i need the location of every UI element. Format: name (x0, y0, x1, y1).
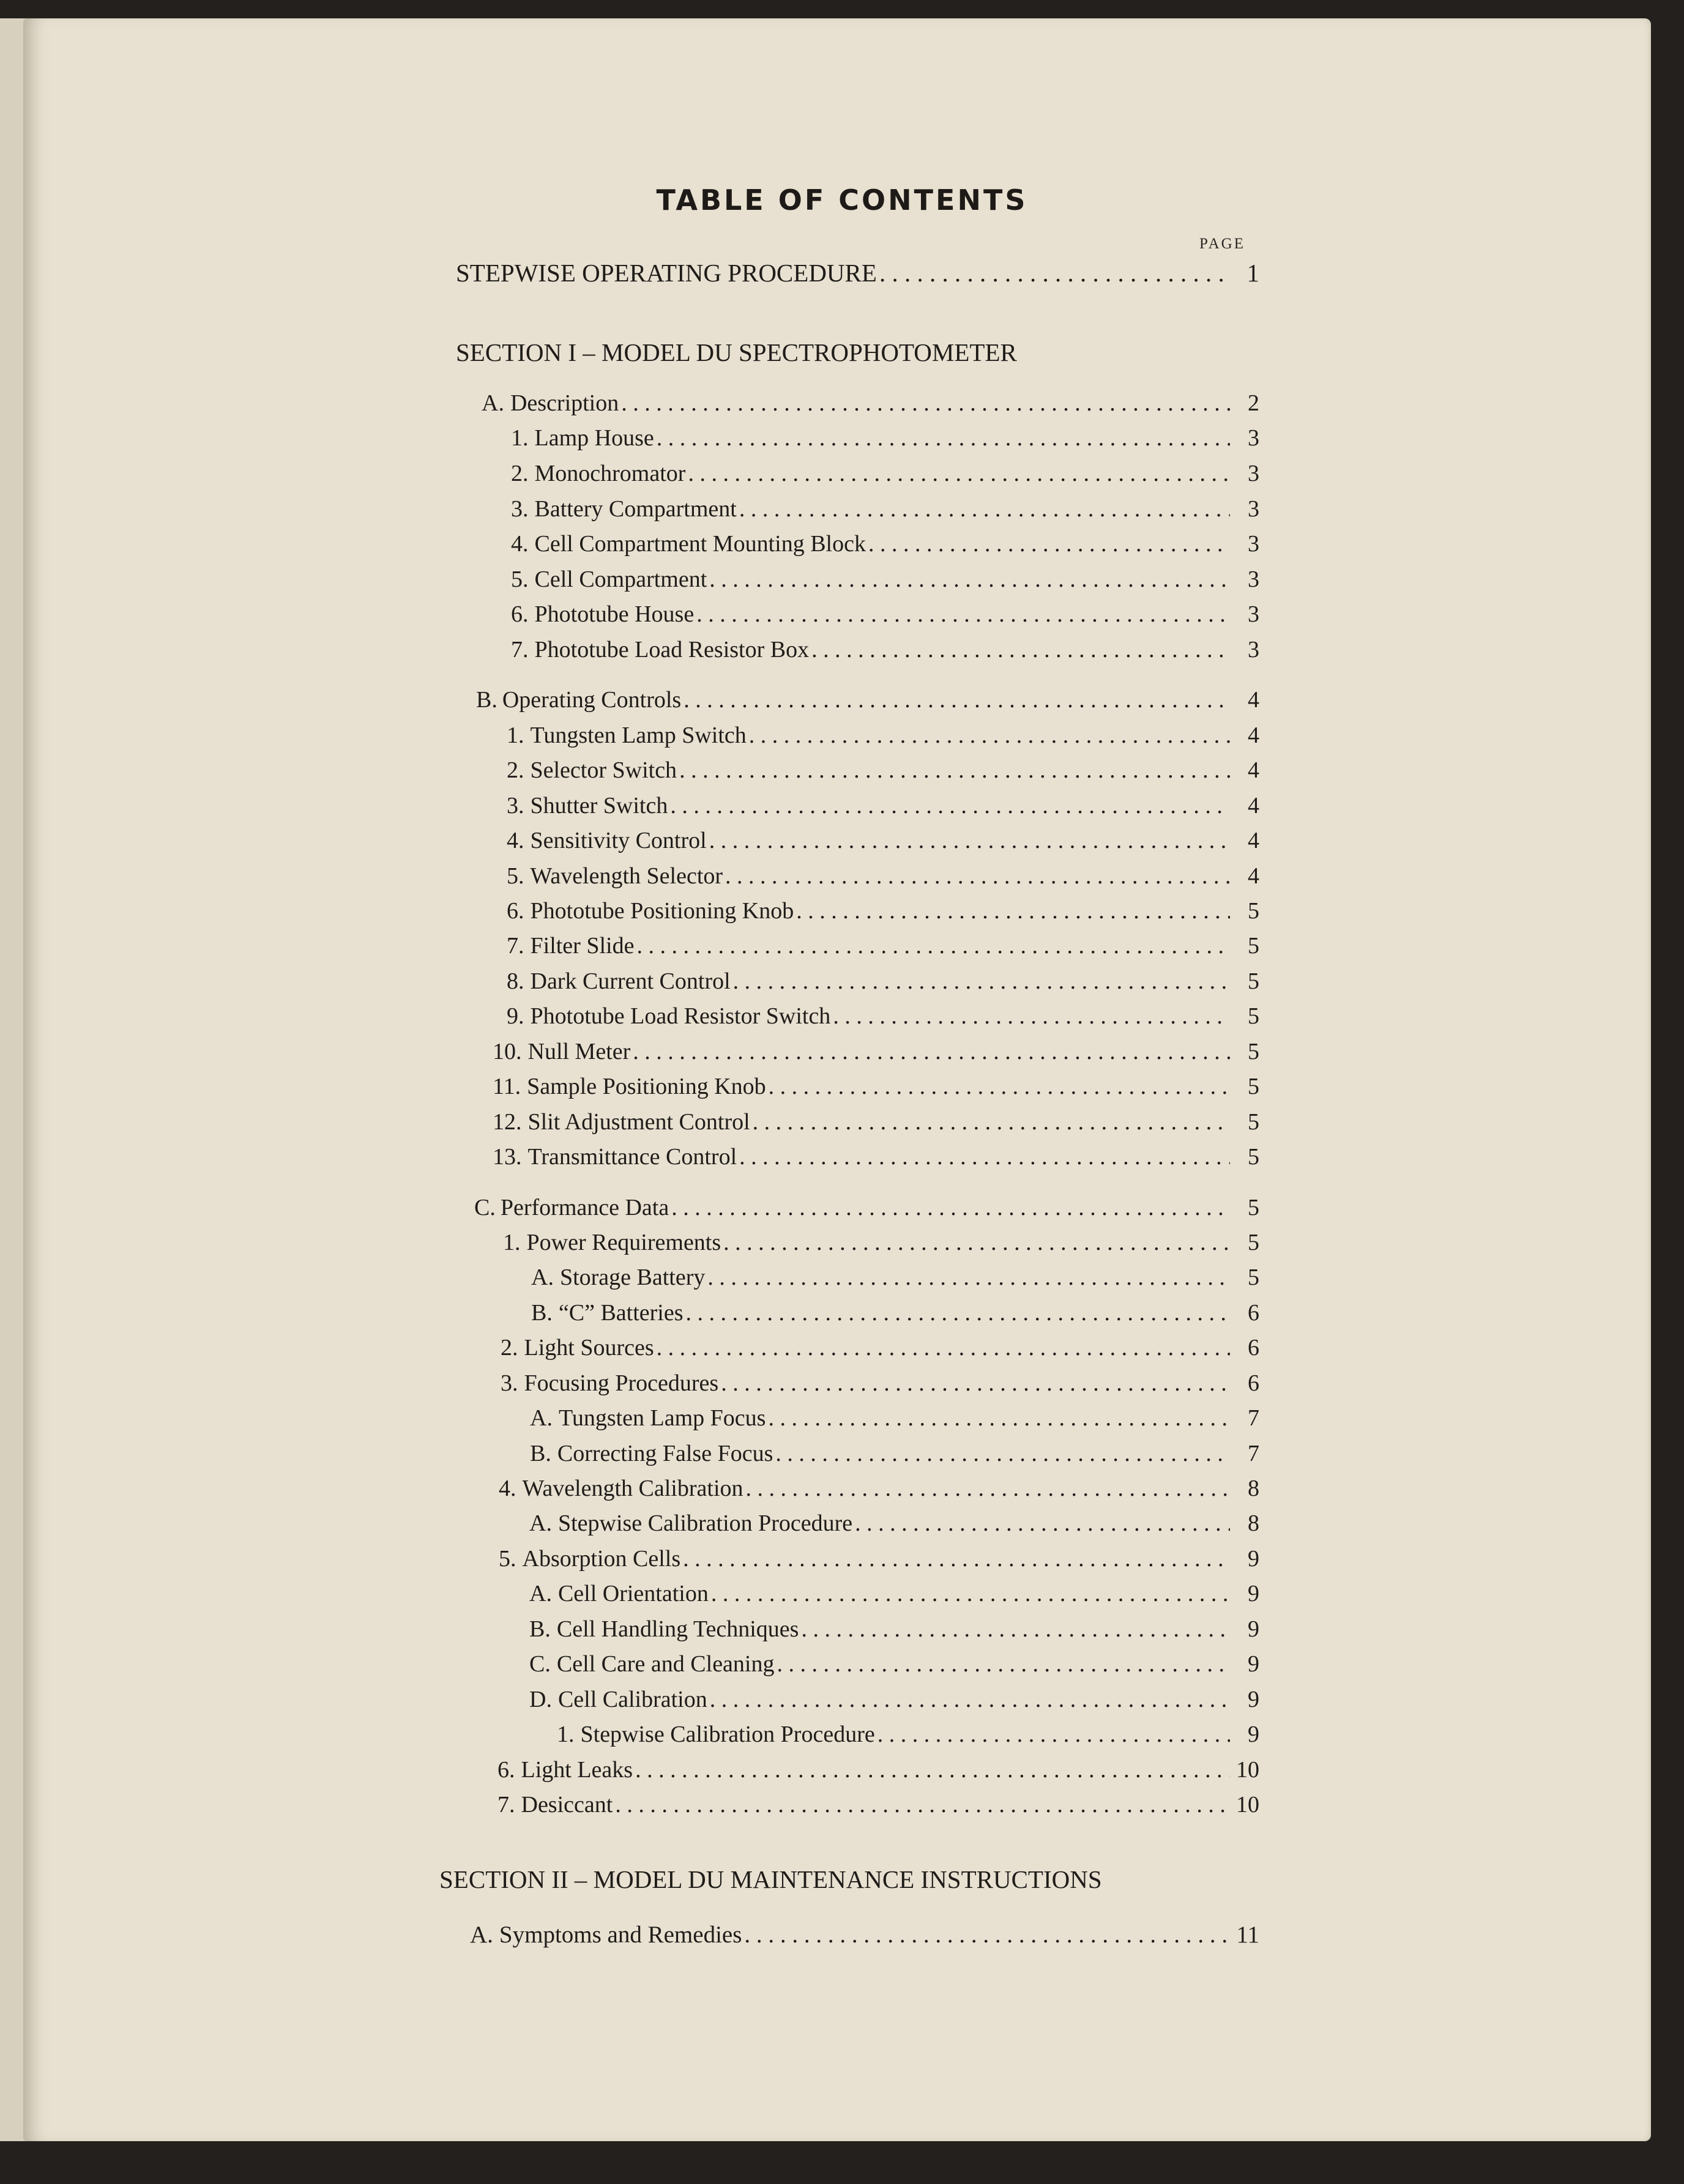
leader-dots (739, 496, 1230, 522)
toc-entry[interactable] (529, 1651, 1259, 1677)
toc-entry[interactable] (493, 1038, 1259, 1065)
toc-entry-number: 9. (507, 1003, 524, 1029)
toc-entry[interactable] (499, 1475, 1259, 1502)
toc-entry-number: 7. (507, 933, 524, 959)
toc-entry-label: Battery Compartment (534, 496, 737, 522)
toc-entry-page: 3 (1248, 425, 1259, 451)
leader-dots (877, 1721, 1230, 1748)
toc-entry[interactable] (507, 827, 1259, 854)
leader-dots (879, 258, 1230, 288)
toc-entry-number: 5. (511, 566, 529, 592)
toc-entry-label: Phototube Load Resistor Switch (530, 1003, 831, 1029)
toc-entry-label: Selector Switch (530, 757, 677, 783)
toc-entry[interactable] (511, 636, 1259, 663)
toc-entry[interactable] (529, 1510, 1259, 1537)
toc-entry-number: 5. (507, 863, 524, 889)
toc-entry-number: 3. (511, 496, 529, 522)
toc-entry-number: 5. (499, 1546, 516, 1572)
leader-dots (749, 722, 1230, 749)
leader-dots (801, 1616, 1230, 1643)
section-heading: SECTION II – MODEL DU MAINTENANCE INSTRUCTIONS (439, 1865, 1102, 1893)
toc-entry-label: Transmittance Control (527, 1144, 737, 1170)
toc-entry-label: Null Meter (527, 1039, 631, 1064)
toc-entry-number: A. (529, 1510, 552, 1536)
toc-entry-page: 9 (1248, 1581, 1259, 1606)
toc-entry-number: 13. (493, 1144, 522, 1170)
toc-entry-page: 5 (1248, 968, 1259, 994)
toc-entry-page: 5 (1248, 898, 1259, 924)
leader-dots (684, 686, 1230, 713)
toc-entry[interactable] (507, 897, 1259, 924)
toc-entry-label: Wavelength Calibration (522, 1476, 743, 1501)
leader-dots (796, 897, 1230, 924)
toc-entry-page: 6 (1248, 1300, 1259, 1326)
toc-entry-page: 5 (1248, 933, 1259, 959)
toc-entry[interactable] (530, 1405, 1259, 1432)
toc-entry-page: 5 (1248, 1039, 1259, 1064)
toc-entry-number: A. (530, 1405, 553, 1431)
toc-entry[interactable] (456, 258, 1259, 288)
toc-entry[interactable] (499, 1545, 1259, 1572)
toc-entry[interactable] (474, 1194, 1259, 1221)
toc-entry[interactable] (507, 932, 1259, 959)
toc-entry[interactable] (511, 601, 1259, 628)
toc-entry-number: 1. (503, 1230, 521, 1255)
toc-entry-label: Cell Orientation (557, 1581, 709, 1606)
toc-entry[interactable] (511, 425, 1259, 451)
leader-dots (833, 1003, 1230, 1030)
toc-entry[interactable] (529, 1616, 1259, 1643)
toc-entry-label: Performance Data (500, 1195, 669, 1220)
leader-dots (711, 1580, 1230, 1607)
toc-entry-number: B. (531, 1300, 553, 1326)
toc-entry-number: 12. (493, 1109, 522, 1135)
toc-entry-page: 3 (1248, 566, 1259, 592)
toc-entry-number: 6. (507, 898, 524, 924)
leader-dots (686, 1299, 1231, 1326)
toc-entry-label: Cell Handling Techniques (556, 1616, 799, 1642)
toc-entry[interactable] (497, 1756, 1259, 1783)
toc-entry-number: 3. (507, 793, 524, 819)
toc-entry-page: 6 (1248, 1335, 1259, 1361)
leader-dots (721, 1370, 1230, 1397)
leader-dots (679, 757, 1230, 784)
toc-entry-page: 4 (1248, 687, 1259, 713)
toc-entry-label: Storage Battery (559, 1265, 706, 1290)
toc-entry-page: 3 (1248, 637, 1259, 663)
toc-entry-page: 7 (1248, 1441, 1259, 1466)
toc-entry-page: 9 (1248, 1651, 1259, 1677)
toc-entry-page: 9 (1248, 1546, 1259, 1572)
leader-dots (670, 792, 1230, 819)
toc-entry[interactable] (470, 1921, 1259, 1948)
toc-entry[interactable] (493, 1073, 1259, 1100)
leader-dots (683, 1545, 1230, 1572)
toc-entry-page: 11 (1236, 1922, 1259, 1948)
toc-entry-number: 4. (499, 1476, 516, 1501)
toc-entry-number: 1. (511, 425, 529, 451)
toc-entry-page: 10 (1236, 1757, 1259, 1783)
leader-dots (696, 601, 1230, 628)
toc-entry[interactable] (529, 1686, 1259, 1713)
toc-entry-label: Focusing Procedures (524, 1370, 719, 1396)
leader-dots (671, 1194, 1230, 1221)
leader-dots (753, 1109, 1230, 1135)
leader-dots (710, 1686, 1230, 1713)
toc-entry-page: 6 (1248, 1370, 1259, 1396)
leader-dots (709, 566, 1230, 593)
toc-entry-label: Phototube House (534, 601, 695, 627)
leader-dots (739, 1143, 1230, 1170)
toc-entry[interactable] (531, 1299, 1259, 1326)
toc-entry[interactable] (507, 1003, 1259, 1030)
toc-entry[interactable] (497, 1791, 1259, 1818)
toc-entry-number: 1. (507, 722, 524, 748)
toc-entry-number: C. (529, 1651, 551, 1677)
toc-entry-label: Cell Compartment Mounting Block (534, 531, 866, 557)
toc-entry[interactable] (501, 1370, 1259, 1397)
toc-entry-number: A. (470, 1922, 493, 1948)
leader-dots (707, 1264, 1230, 1291)
leader-dots (636, 932, 1230, 959)
leader-dots (709, 827, 1230, 854)
leader-dots (615, 1791, 1230, 1818)
toc-entry-label: Cell Calibration (557, 1687, 707, 1712)
toc-entry-number: A. (531, 1265, 554, 1290)
toc-entry-label: STEPWISE OPERATING PROCEDURE (456, 259, 877, 287)
toc-entry-page: 5 (1248, 1230, 1259, 1255)
toc-entry-page: 5 (1248, 1265, 1259, 1290)
toc-entry-label: Light Leaks (521, 1757, 633, 1783)
toc-entry-number: A. (482, 390, 504, 416)
toc-entry[interactable] (530, 1440, 1259, 1467)
toc-entry-label: Monochromator (534, 461, 686, 486)
leader-dots (621, 390, 1230, 417)
toc-entry-page: 3 (1248, 601, 1259, 627)
toc-entry-page: 9 (1248, 1722, 1259, 1747)
toc-entry-number: 7. (497, 1792, 515, 1818)
toc-entry-number: 11. (493, 1074, 521, 1099)
toc-entry-page: 7 (1248, 1405, 1259, 1431)
toc-entry-page: 8 (1248, 1476, 1259, 1501)
leader-dots (733, 968, 1230, 995)
toc-entry-page: 8 (1248, 1510, 1259, 1536)
toc-entry-page: 3 (1248, 496, 1259, 522)
leader-dots (777, 1651, 1230, 1677)
toc-entry-number: 2. (501, 1335, 518, 1361)
toc-entry-number: 2. (511, 461, 529, 486)
leader-dots (723, 1229, 1230, 1256)
toc-entry-label: Sample Positioning Knob (527, 1074, 766, 1099)
toc-entry-label: Light Sources (524, 1335, 654, 1361)
toc-entry-label: Sensitivity Control (530, 828, 707, 853)
toc-entry-number: A. (529, 1581, 552, 1606)
toc-entry[interactable] (476, 686, 1259, 713)
toc-entry[interactable] (507, 722, 1259, 749)
leader-dots (775, 1440, 1230, 1467)
toc-entry-number: B. (530, 1441, 551, 1466)
leader-dots (746, 1475, 1231, 1502)
toc-entry-label: Slit Adjustment Control (527, 1109, 750, 1135)
toc-entry-number: D. (529, 1687, 552, 1712)
toc-entry-number: 4. (507, 828, 524, 853)
toc-entry-number: 4. (511, 531, 529, 557)
toc-entry[interactable] (511, 496, 1259, 522)
toc-entry[interactable] (511, 460, 1259, 487)
toc-entry-page: 1 (1246, 259, 1259, 287)
toc-entry[interactable] (557, 1721, 1259, 1748)
toc-entry-label: Correcting False Focus (557, 1441, 773, 1466)
toc-entry-page: 5 (1248, 1195, 1259, 1220)
toc-entry-page: 9 (1248, 1616, 1259, 1642)
toc-entry-page: 10 (1236, 1792, 1259, 1818)
toc-entry[interactable] (507, 792, 1259, 819)
section-heading: SECTION I – MODEL DU SPECTROPHOTOMETER (456, 338, 1017, 366)
toc-entry-number: 10. (493, 1039, 522, 1064)
toc-entry-label: Absorption Cells (522, 1546, 681, 1572)
toc-entry-label: Power Requirements (526, 1230, 721, 1255)
toc-entry-label: Shutter Switch (530, 793, 668, 819)
toc-entry-number: B. (476, 687, 497, 713)
leader-dots (769, 1073, 1230, 1100)
toc-entry-page: 4 (1248, 722, 1259, 748)
toc-entry-number: 6. (497, 1757, 515, 1783)
toc-entry-label: Phototube Load Resistor Box (534, 637, 810, 663)
toc-entry-number: 8. (507, 968, 524, 994)
toc-entry-label: Symptoms and Remedies (499, 1922, 742, 1948)
toc-entry-number: 1. (557, 1722, 575, 1747)
toc-entry-page: 3 (1248, 531, 1259, 557)
toc-entry[interactable] (529, 1580, 1259, 1607)
leader-dots (855, 1510, 1230, 1537)
toc-entry[interactable] (507, 757, 1259, 784)
toc-entry-page: 3 (1248, 461, 1259, 486)
toc-entry-number: 6. (511, 601, 529, 627)
toc-entry-page: 4 (1248, 828, 1259, 853)
toc-entry[interactable] (493, 1143, 1259, 1170)
toc-entry-label: Filter Slide (530, 933, 635, 959)
toc-entry-label: Tungsten Lamp Focus (558, 1405, 766, 1431)
leader-dots (633, 1038, 1230, 1065)
toc-entry-page: 5 (1248, 1003, 1259, 1029)
toc-entry-number: 2. (507, 757, 524, 783)
toc-entry-label: Tungsten Lamp Switch (530, 722, 747, 748)
toc-entry-page: 2 (1248, 390, 1259, 416)
toc-entry-page: 4 (1248, 793, 1259, 819)
leader-dots (688, 460, 1230, 487)
toc-entry[interactable] (507, 863, 1259, 890)
toc-entry-number: 3. (501, 1370, 518, 1396)
toc-entry-page: 5 (1248, 1144, 1259, 1170)
toc-entry-label: Lamp House (534, 425, 654, 451)
toc-entry-label: Phototube Positioning Knob (530, 898, 794, 924)
toc-entry-label: “C” Batteries (558, 1300, 684, 1326)
leader-dots (657, 425, 1230, 451)
toc-entry-label: Stepwise Calibration Procedure (580, 1722, 875, 1747)
toc-entry-number: 7. (511, 637, 529, 663)
leader-dots (811, 636, 1230, 663)
leader-dots (635, 1756, 1230, 1783)
toc-entry-label: Wavelength Selector (530, 863, 723, 889)
leader-dots (725, 863, 1230, 890)
toc-entry[interactable] (482, 390, 1259, 417)
toc-entry[interactable] (511, 530, 1259, 557)
toc-entry-page: 5 (1248, 1109, 1259, 1135)
toc-entry-label: Cell Compartment (534, 566, 707, 592)
toc-entry-label: Description (510, 390, 619, 416)
toc-entry-label: Cell Care and Cleaning (556, 1651, 775, 1677)
toc-entry[interactable] (493, 1109, 1259, 1135)
leader-dots (768, 1405, 1230, 1432)
leader-dots (657, 1334, 1230, 1361)
toc-entry-label: Dark Current Control (530, 968, 731, 994)
toc-entry-number: B. (529, 1616, 551, 1642)
toc-entry[interactable] (501, 1334, 1259, 1361)
toc-entry-label: Operating Controls (502, 687, 682, 713)
toc-entry-label: Desiccant (521, 1792, 613, 1818)
toc-entry-page: 4 (1248, 757, 1259, 783)
toc-entry[interactable] (511, 566, 1259, 593)
leader-dots (744, 1921, 1230, 1948)
toc-entry-label: Stepwise Calibration Procedure (557, 1510, 853, 1536)
leader-dots (868, 530, 1230, 557)
toc-entry[interactable] (507, 968, 1259, 995)
toc-entry-page: 9 (1248, 1687, 1259, 1712)
toc-entry-page: 5 (1248, 1074, 1259, 1099)
toc-entry-page: 4 (1248, 863, 1259, 889)
toc-entry[interactable] (503, 1229, 1259, 1256)
page-title: TABLE OF CONTENTS (656, 184, 1028, 217)
toc-entry-number: C. (474, 1195, 496, 1220)
toc-entry[interactable] (531, 1264, 1259, 1291)
page-column-label: PAGE (1199, 236, 1245, 252)
